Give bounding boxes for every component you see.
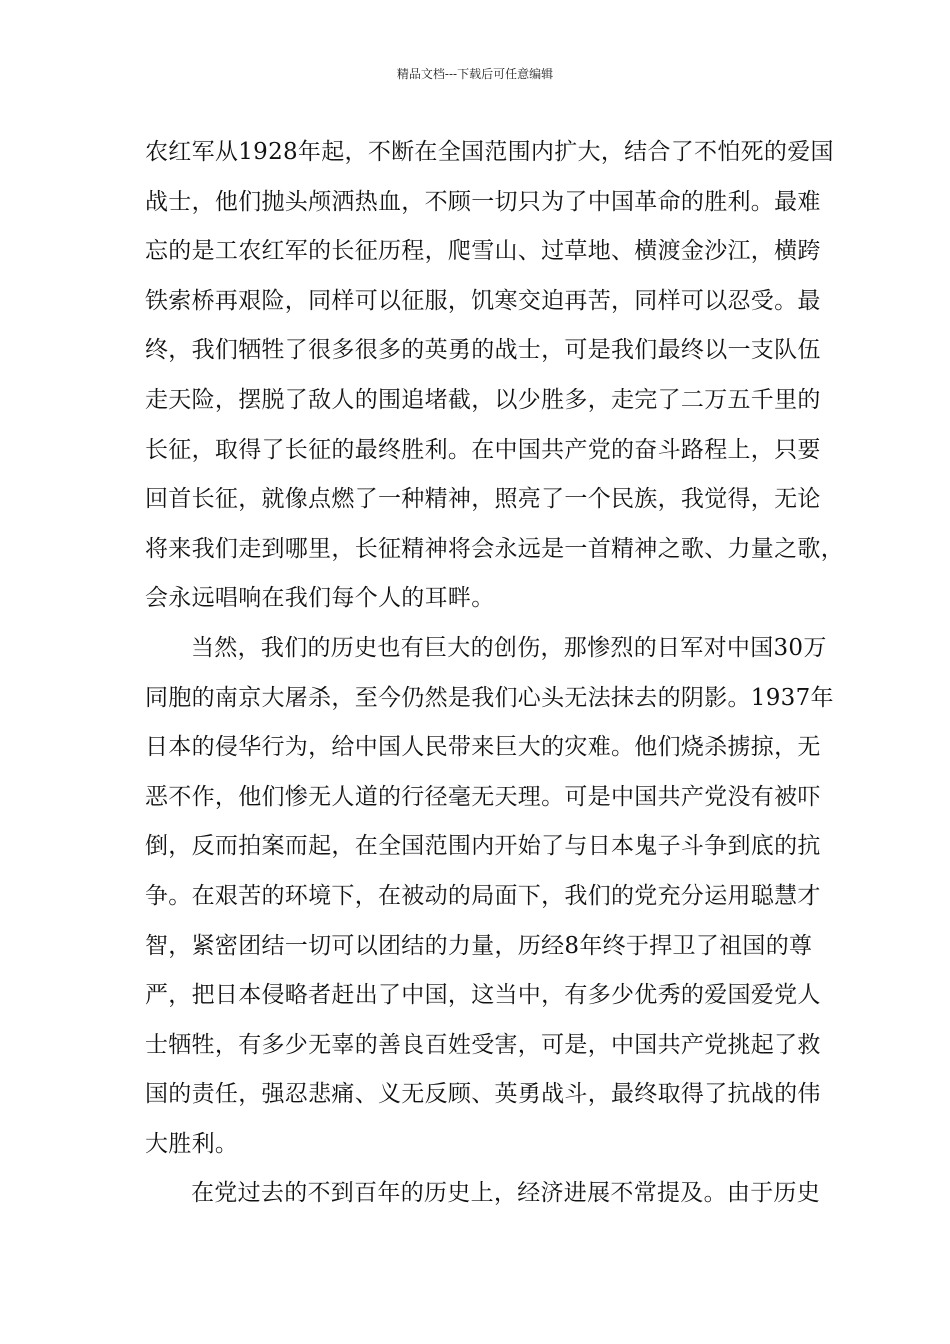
page-header: 精品文档---下载后可任意编辑 [396,67,554,81]
text-line: 战士，他们抛头颅洒热血，不顾一切只为了中国革命的胜利。最难 [145,188,821,215]
text-line: 争。在艰苦的环境下，在被动的局面下，我们的党充分运用聪慧才 [145,882,821,909]
text-line: 会永远唱响在我们每个人的耳畔。 [145,585,495,612]
text-line: 日本的侵华行为，给中国人民带来巨大的灾难。他们烧杀掳掠，无 [145,734,821,761]
text-line: 忘的是工农红军的长征历程，爬雪山、过草地、横渡金沙江，横跨 [145,238,821,265]
text-line: 同胞的南京大屠杀，至今仍然是我们心头无法抹去的阴影。1937年 [145,684,834,711]
paragraph [145,128,844,624]
paragraph [145,1169,821,1219]
text-line: 农红军从1928年起，不断在全国范围内扩大，结合了不怕死的爱国 [145,139,834,165]
text-line: 当然，我们的历史也有巨大的创伤，那惨烈的日军对中国30万 [191,634,827,661]
text-line: 恶不作，他们惨无人道的行径毫无天理。可是中国共产党没有被吓 [145,783,821,810]
text-line: 回首长征，就像点燃了一种精神，照亮了一个民族，我觉得，无论 [145,486,821,513]
paragraph [145,624,834,1170]
text-line: 智，紧密团结一切可以团结的力量，历经8年终于捍卫了祖国的尊 [145,932,813,959]
text-line: 倒，反而拍案而起，在全国范围内开始了与日本鬼子斗争到底的抗 [145,833,821,860]
text-line: 在党过去的不到百年的历史上，经济进展不常提及。由于历史 [191,1180,821,1207]
text-line: 终，我们牺牲了很多很多的英勇的战士，可是我们最终以一支队伍 [145,337,821,364]
text-line: 国的责任，强忍悲痛、义无反顾、英勇战斗，最终取得了抗战的伟 [145,1081,821,1108]
text-line: 大胜利。 [145,1130,239,1157]
text-line: 严，把日本侵略者赶出了中国，这当中，有多少优秀的爱国爱党人 [145,982,821,1009]
text-line: 将来我们走到哪里，长征精神将会永远是一首精神之歌、力量之歌， [145,535,844,562]
body-text [145,128,844,1219]
text-line: 走天险，摆脱了敌人的围追堵截，以少胜多，走完了二万五千里的 [145,386,821,413]
text-line: 铁索桥再艰险，同样可以征服，饥寒交迫再苦，同样可以忍受。最 [145,287,821,314]
text-line: 士牺牲，有多少无辜的善良百姓受害，可是，中国共产党挑起了救 [145,1031,821,1058]
text-line: 长征，取得了长征的最终胜利。在中国共产党的奋斗路程上，只要 [145,436,821,463]
